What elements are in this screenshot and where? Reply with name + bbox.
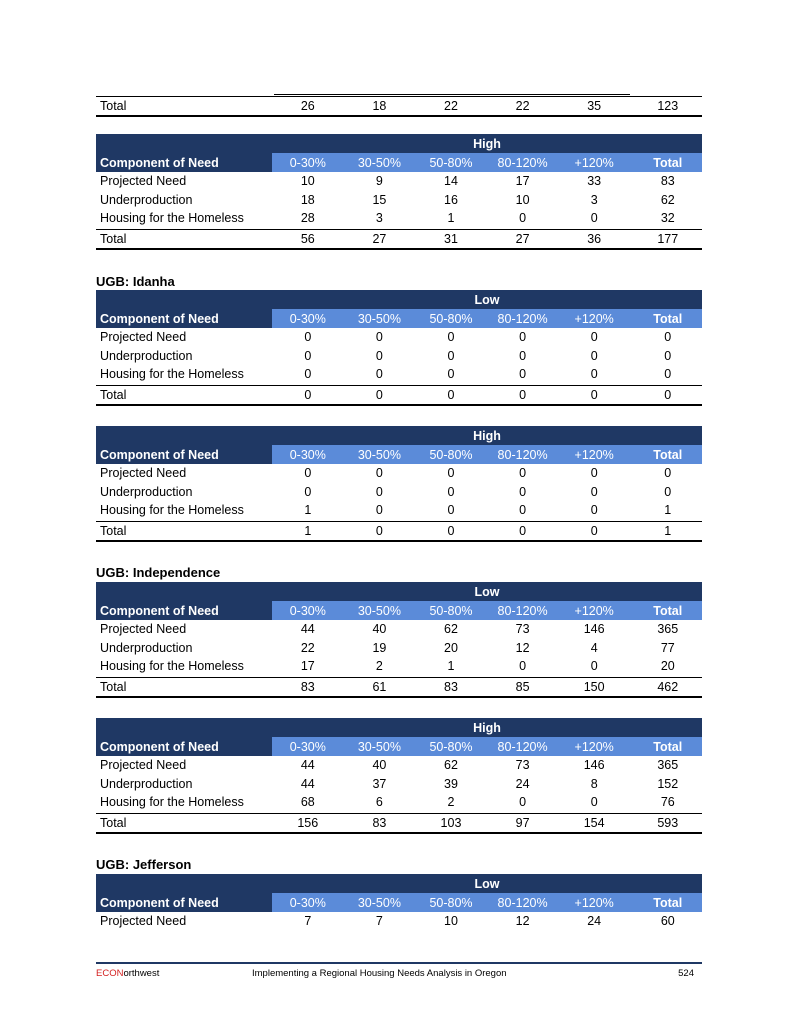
- table-row: [96, 209, 702, 227]
- cell-value: 0: [519, 348, 527, 363]
- column-header: Component of Need: [96, 445, 272, 464]
- cell-value: 0: [519, 366, 527, 381]
- cell-value: 7: [304, 914, 312, 929]
- top-total-row: [96, 96, 702, 117]
- column-header: 30-50%: [357, 155, 401, 170]
- cell-value: 40: [372, 622, 387, 637]
- column-header: Total: [653, 603, 683, 618]
- column-header: 0-30%: [289, 311, 326, 326]
- cell-value: 1: [664, 524, 672, 539]
- cell-value: 20: [660, 658, 675, 673]
- table-row: [96, 620, 702, 638]
- cell-value: 85: [515, 680, 530, 695]
- cell-value: 0: [590, 348, 598, 363]
- table-row: [96, 464, 702, 482]
- row-label: Total: [100, 816, 127, 831]
- cell-value: 62: [444, 758, 458, 773]
- cell-value: 0: [447, 388, 455, 403]
- cell-value: 0: [304, 366, 312, 381]
- level-label: High: [473, 720, 501, 735]
- cell-value: 0: [590, 658, 598, 673]
- cell-value: 156: [297, 816, 319, 831]
- cell-value: 73: [515, 758, 530, 773]
- cell-value: 83: [660, 174, 675, 189]
- cell-value: 2: [447, 794, 455, 809]
- row-label: Total: [100, 680, 127, 695]
- cell-value: 73: [515, 622, 530, 637]
- column-header: Component of Need: [96, 601, 272, 620]
- cell-value: 1: [447, 658, 455, 673]
- cell-value: 0: [664, 388, 672, 403]
- cell-value: 0: [519, 794, 527, 809]
- cell-value: 152: [657, 776, 679, 791]
- cell-value: 0: [304, 466, 312, 481]
- cell-value: 0: [304, 484, 312, 499]
- level-band: [96, 874, 702, 893]
- column-header: 50-80%: [429, 895, 473, 910]
- ugb-heading: UGB: Independence: [96, 565, 221, 580]
- cell-value: 19: [372, 640, 387, 655]
- cell-value: 0: [447, 366, 455, 381]
- cell-value: 56: [300, 232, 315, 247]
- cell-value: 2: [375, 658, 383, 673]
- cell-value: 62: [444, 622, 458, 637]
- cell-value: 61: [372, 680, 387, 695]
- cell-value: 462: [657, 680, 679, 695]
- row-label: Projected Need: [100, 174, 187, 189]
- cell-value: 60: [660, 914, 675, 929]
- column-header: Component of Need: [96, 737, 272, 756]
- column-header-group: [272, 737, 702, 756]
- ugb-heading: UGB: Jefferson: [96, 857, 192, 872]
- column-header: 80-120%: [497, 311, 548, 326]
- total-row: [96, 385, 702, 406]
- table-row: [96, 501, 702, 519]
- cell-value: 3: [375, 210, 383, 225]
- table-row: [96, 774, 702, 792]
- cell-value: 27: [372, 232, 387, 247]
- cell-value: 0: [519, 658, 527, 673]
- cell-value: 1: [447, 210, 455, 225]
- column-header: Component of Need: [96, 153, 272, 172]
- column-header: +120%: [574, 311, 614, 326]
- cell-value: 0: [375, 502, 383, 517]
- housing-table: [96, 874, 702, 930]
- cell-value: 68: [300, 794, 315, 809]
- column-header: Total: [653, 311, 683, 326]
- table-row: [96, 346, 702, 364]
- cell-value: 8: [590, 776, 598, 791]
- column-header: +120%: [574, 895, 614, 910]
- table-row: [96, 365, 702, 383]
- cell-value: 0: [590, 388, 598, 403]
- column-header: 30-50%: [357, 311, 401, 326]
- cell-value: 0: [664, 484, 672, 499]
- cell-value: 18: [300, 192, 315, 207]
- cell-value: 15: [372, 192, 387, 207]
- cell-value: 0: [590, 484, 598, 499]
- cell-value: 0: [590, 330, 598, 345]
- cell-value: 44: [300, 622, 315, 637]
- row-label: Total: [100, 524, 127, 539]
- column-header-group: [272, 893, 702, 912]
- column-header: 50-80%: [429, 739, 473, 754]
- column-header-group: [272, 445, 702, 464]
- cell-value: 83: [300, 680, 315, 695]
- cell-value: 1: [664, 502, 672, 517]
- level-label: Low: [474, 876, 500, 891]
- cell-value: 32: [660, 210, 675, 225]
- column-header: 50-80%: [429, 447, 473, 462]
- column-header: +120%: [574, 155, 614, 170]
- cell-value: 83: [372, 816, 387, 831]
- column-header: 80-120%: [497, 155, 548, 170]
- cell-value: 0: [375, 388, 383, 403]
- column-header-row: [96, 601, 702, 620]
- column-header: 50-80%: [429, 603, 473, 618]
- column-header: 30-50%: [357, 447, 401, 462]
- row-label: Projected Need: [100, 758, 187, 773]
- column-header: 0-30%: [289, 739, 326, 754]
- row-label: Projected Need: [100, 466, 187, 481]
- column-header: 0-30%: [289, 447, 326, 462]
- cell-value: 3: [590, 192, 598, 207]
- column-header: Component of Need: [96, 309, 272, 328]
- cell-value: 0: [590, 210, 598, 225]
- row-label: Housing for the Homeless: [100, 366, 244, 381]
- row-label: Housing for the Homeless: [100, 794, 244, 809]
- cell-value: 12: [515, 640, 530, 655]
- cell-value: 1: [304, 502, 312, 517]
- row-label: Housing for the Homeless: [100, 658, 244, 673]
- row-label: Total: [100, 232, 127, 247]
- column-header-row: [96, 309, 702, 328]
- cell-value: 0: [375, 484, 383, 499]
- cell-value: 16: [444, 192, 458, 207]
- cell-value: 22: [300, 640, 315, 655]
- cell-value: 0: [447, 348, 455, 363]
- cell-value: 6: [375, 794, 383, 809]
- level-band: [96, 290, 702, 309]
- column-header: +120%: [574, 447, 614, 462]
- cell-value: 0: [519, 524, 527, 539]
- column-header: 0-30%: [289, 603, 326, 618]
- level-band: [96, 134, 702, 153]
- cell-value: 0: [447, 484, 455, 499]
- table-row: [96, 756, 702, 774]
- row-label: Underproduction: [100, 640, 193, 655]
- cell-value: 0: [304, 330, 312, 345]
- column-header: +120%: [574, 739, 614, 754]
- column-header: 30-50%: [357, 603, 401, 618]
- cell-value: 103: [440, 816, 462, 831]
- cell-value: 24: [587, 914, 602, 929]
- level-band: [96, 426, 702, 445]
- column-header: +120%: [574, 603, 614, 618]
- column-header: Component of Need: [96, 893, 272, 912]
- cell-value: 28: [300, 210, 315, 225]
- column-header-group: [272, 153, 702, 172]
- row-label: Total: [100, 99, 127, 113]
- cell-value: 17: [515, 174, 530, 189]
- cell-value: 31: [444, 232, 458, 247]
- column-header-row: [96, 893, 702, 912]
- row-label: Underproduction: [100, 484, 193, 499]
- cell-value: 177: [657, 232, 679, 247]
- cell-value: 33: [587, 174, 602, 189]
- cell-value: 123: [657, 99, 679, 113]
- cell-value: 14: [444, 174, 458, 189]
- column-header: 50-80%: [429, 155, 473, 170]
- cell-value: 44: [300, 758, 315, 773]
- cell-value: 0: [375, 366, 383, 381]
- cell-value: 150: [583, 680, 605, 695]
- cell-value: 154: [583, 816, 605, 831]
- table-row: [96, 482, 702, 500]
- table-row: [96, 638, 702, 656]
- cell-value: 365: [657, 622, 679, 637]
- cell-value: 0: [519, 388, 527, 403]
- row-label: Housing for the Homeless: [100, 502, 244, 517]
- cell-value: 146: [583, 758, 605, 773]
- column-header: 80-120%: [497, 447, 548, 462]
- column-header: 30-50%: [357, 739, 401, 754]
- cell-value: 37: [372, 776, 387, 791]
- row-label: Projected Need: [100, 330, 187, 345]
- cell-value: 20: [444, 640, 458, 655]
- cell-value: 10: [444, 914, 458, 929]
- cell-value: 22: [444, 99, 458, 113]
- cell-value: 27: [515, 232, 530, 247]
- cell-value: 10: [515, 192, 530, 207]
- cell-value: 62: [660, 192, 675, 207]
- cell-value: 0: [590, 524, 598, 539]
- cell-value: 17: [300, 658, 315, 673]
- cell-value: 0: [447, 524, 455, 539]
- cell-value: 0: [375, 466, 383, 481]
- column-header-row: [96, 737, 702, 756]
- cell-value: 1: [304, 524, 312, 539]
- cell-value: 0: [519, 484, 527, 499]
- housing-table: [96, 134, 702, 250]
- cell-value: 0: [447, 330, 455, 345]
- total-row: [96, 96, 702, 117]
- column-header: 50-80%: [429, 311, 473, 326]
- column-header: 80-120%: [497, 739, 548, 754]
- cell-value: 26: [300, 99, 315, 113]
- table-row: [96, 793, 702, 811]
- cell-value: 0: [664, 348, 672, 363]
- cell-value: 0: [590, 366, 598, 381]
- cell-value: 0: [519, 502, 527, 517]
- cell-value: 18: [372, 99, 387, 113]
- footer-page-number: 524: [678, 968, 694, 979]
- level-band: [96, 718, 702, 737]
- cell-value: 40: [372, 758, 387, 773]
- column-header: 30-50%: [357, 895, 401, 910]
- level-label: Low: [474, 292, 500, 307]
- cell-value: 0: [590, 466, 598, 481]
- total-row: [96, 521, 702, 542]
- footer-brand: ECONorthwest: [96, 968, 160, 979]
- row-label: Total: [100, 388, 127, 403]
- cell-value: 9: [375, 174, 383, 189]
- cell-value: 0: [304, 388, 312, 403]
- column-header-row: [96, 445, 702, 464]
- total-row: [96, 813, 702, 834]
- row-label: Underproduction: [100, 348, 193, 363]
- cell-value: 0: [519, 330, 527, 345]
- column-header: 0-30%: [289, 895, 326, 910]
- total-row: [96, 677, 702, 698]
- cell-value: 0: [519, 466, 527, 481]
- cell-value: 24: [515, 776, 530, 791]
- cell-value: 4: [590, 640, 598, 655]
- cell-value: 12: [515, 914, 530, 929]
- cell-value: 593: [657, 816, 679, 831]
- column-header: Total: [653, 895, 683, 910]
- cell-value: 0: [375, 330, 383, 345]
- cell-value: 0: [590, 794, 598, 809]
- cell-value: 36: [587, 232, 602, 247]
- cell-value: 0: [664, 466, 672, 481]
- column-header-group: [272, 601, 702, 620]
- housing-table: [96, 290, 702, 406]
- table-row: [96, 912, 702, 930]
- cell-value: 97: [515, 816, 530, 831]
- housing-table: [96, 426, 702, 542]
- cell-value: 0: [664, 366, 672, 381]
- level-label: High: [473, 428, 501, 443]
- column-header: 0-30%: [289, 155, 326, 170]
- column-header: Total: [653, 447, 683, 462]
- row-label: Projected Need: [100, 622, 187, 637]
- column-header: Total: [653, 155, 683, 170]
- cell-value: 0: [447, 502, 455, 517]
- total-row: [96, 229, 702, 250]
- cell-value: 365: [657, 758, 679, 773]
- cell-value: 0: [375, 348, 383, 363]
- page-footer: [96, 962, 702, 979]
- table-row: [96, 190, 702, 208]
- table-row: [96, 657, 702, 675]
- cell-value: 44: [300, 776, 315, 791]
- cell-value: 0: [447, 466, 455, 481]
- top-rule: [274, 94, 630, 95]
- column-header-group: [272, 309, 702, 328]
- column-header: 80-120%: [497, 895, 548, 910]
- level-label: High: [473, 136, 501, 151]
- cell-value: 77: [660, 640, 675, 655]
- cell-value: 35: [587, 99, 602, 113]
- row-label: Projected Need: [100, 914, 187, 929]
- row-label: Underproduction: [100, 192, 193, 207]
- table-row: [96, 328, 702, 346]
- ugb-heading: UGB: Idanha: [96, 274, 175, 289]
- table-row: [96, 172, 702, 190]
- column-header-row: [96, 153, 702, 172]
- row-label: Underproduction: [100, 776, 193, 791]
- level-label: Low: [474, 584, 500, 599]
- row-label: Housing for the Homeless: [100, 210, 244, 225]
- cell-value: 7: [375, 914, 383, 929]
- cell-value: 0: [519, 210, 527, 225]
- cell-value: 0: [375, 524, 383, 539]
- cell-value: 10: [300, 174, 315, 189]
- housing-table: [96, 718, 702, 834]
- cell-value: 39: [444, 776, 458, 791]
- column-header: 80-120%: [497, 603, 548, 618]
- cell-value: 0: [664, 330, 672, 345]
- cell-value: 83: [444, 680, 458, 695]
- cell-value: 0: [304, 348, 312, 363]
- level-band: [96, 582, 702, 601]
- cell-value: 146: [583, 622, 605, 637]
- cell-value: 76: [660, 794, 675, 809]
- footer-title: Implementing a Regional Housing Needs Analysis in Oregon: [252, 968, 507, 979]
- column-header: Total: [653, 739, 683, 754]
- cell-value: 0: [590, 502, 598, 517]
- housing-table: [96, 582, 702, 698]
- cell-value: 22: [515, 99, 530, 113]
